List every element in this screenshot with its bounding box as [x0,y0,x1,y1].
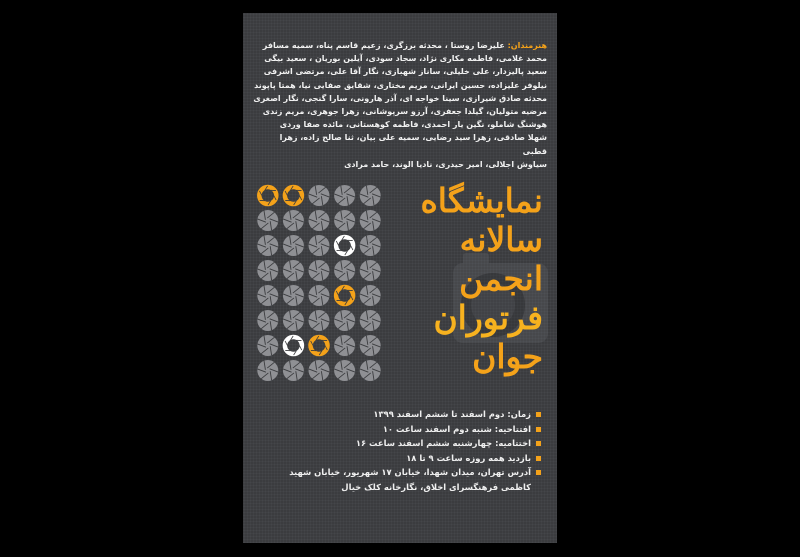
artists-line: سیاوش اجلالی، امیر حیدری، نادیا الوند، حامد مرادی [344,159,547,169]
exhibition-poster [243,13,557,543]
aperture-closed-icon [257,260,278,281]
aperture-closed-icon [309,285,330,306]
artists-line: سعید پالیزدار، علی خلیلی، ساناز شهبازی، نگار آقا علی، مرتضی اشرفی [263,67,547,77]
aperture-closed-icon [334,260,355,281]
aperture-closed-icon [257,310,278,331]
title-line: انجمن [459,259,543,298]
aperture-open-icon [311,336,328,355]
aperture-closed-icon [283,235,304,256]
aperture-closed-icon [309,235,330,256]
artists-list [253,39,547,171]
aperture-closed-icon [309,185,330,206]
artists-line: نیلوفر علیزاده، حسین ایرانی، مریم مختاری، شقایق صفایی نیا، همتا پاپوند [254,80,547,90]
aperture-grid-svg [255,183,383,383]
aperture-closed-icon [309,260,330,281]
aperture-closed-icon [283,310,304,331]
aperture-open-icon [336,236,353,255]
artists-line: محدثه صادق شیرازی، سینا خواجه ای، آذر هارونی، سارا گنجی، نگار اصغری [253,93,547,103]
info-closing: اختتامیه: چهارشنبه ششم اسفند ساعت ۱۶ [261,436,541,451]
aperture-closed-icon [257,285,278,306]
aperture-closed-icon [283,285,304,306]
aperture-closed-icon [334,185,355,206]
aperture-closed-icon [309,360,330,381]
aperture-icon-grid [255,183,383,383]
artists-line: شهلا صادقی، زهرا سید رضایی، سمیه علی بیان، ثنا صالح زاده، زهرا قطبی [279,133,547,156]
title-line: فرتوران [433,298,543,337]
artists-line: محمد غلامی، فاطمه مکاری نژاد، سجاد سودی، آیلین بوریان ، سعید بیگی [264,54,547,64]
info-address: آدرس تهران، میدان شهدا، خیابان ۱۷ شهریور، خیابان شهید کاظمی فرهنگسرای اخلاق، نگارخانه کلک خیال [261,465,541,494]
aperture-closed-icon [309,210,330,231]
aperture-closed-icon [257,335,278,356]
aperture-closed-icon [334,310,355,331]
aperture-open-icon [285,336,302,355]
artists-line-text: علیرضا روستا ، محدثه برزگری، زعیم قاسم پناه، سمیه مسافر [262,41,505,50]
aperture-open-icon [259,186,276,205]
exhibition-info [261,407,541,495]
aperture-closed-icon [283,210,304,231]
title-line: سالانه [459,220,543,259]
aperture-open-icon [336,286,353,305]
artists-line: هوشنگ شاملو، نگین یار احمدی، فاطمه کوهستانی، مائده صفا وردی [279,120,547,130]
exhibition-title [373,181,543,376]
title-line: جوان [472,337,543,376]
aperture-closed-icon [257,235,278,256]
title-line: نمایشگاه [420,181,543,220]
aperture-closed-icon [283,260,304,281]
aperture-closed-icon [334,335,355,356]
aperture-open-icon [285,186,302,205]
artists-label: هنرمندان: [507,41,547,50]
info-opening: افتتاحیه: شنبه دوم اسفند ساعت ۱۰ [261,422,541,437]
info-visiting-hours: بازدید همه روزه ساعت ۹ تا ۱۸ [261,451,541,466]
aperture-closed-icon [334,360,355,381]
aperture-closed-icon [257,210,278,231]
aperture-closed-icon [257,360,278,381]
aperture-closed-icon [309,310,330,331]
aperture-closed-icon [283,360,304,381]
aperture-closed-icon [334,210,355,231]
info-time: زمان: دوم اسفند تا ششم اسفند ۱۳۹۹ [261,407,541,422]
artists-line: مرضیه متولیان، گیلدا جعفری، آرزو سرپوشانی، زهرا جوهری، مریم زندی [262,107,547,117]
artists-line [253,39,547,52]
